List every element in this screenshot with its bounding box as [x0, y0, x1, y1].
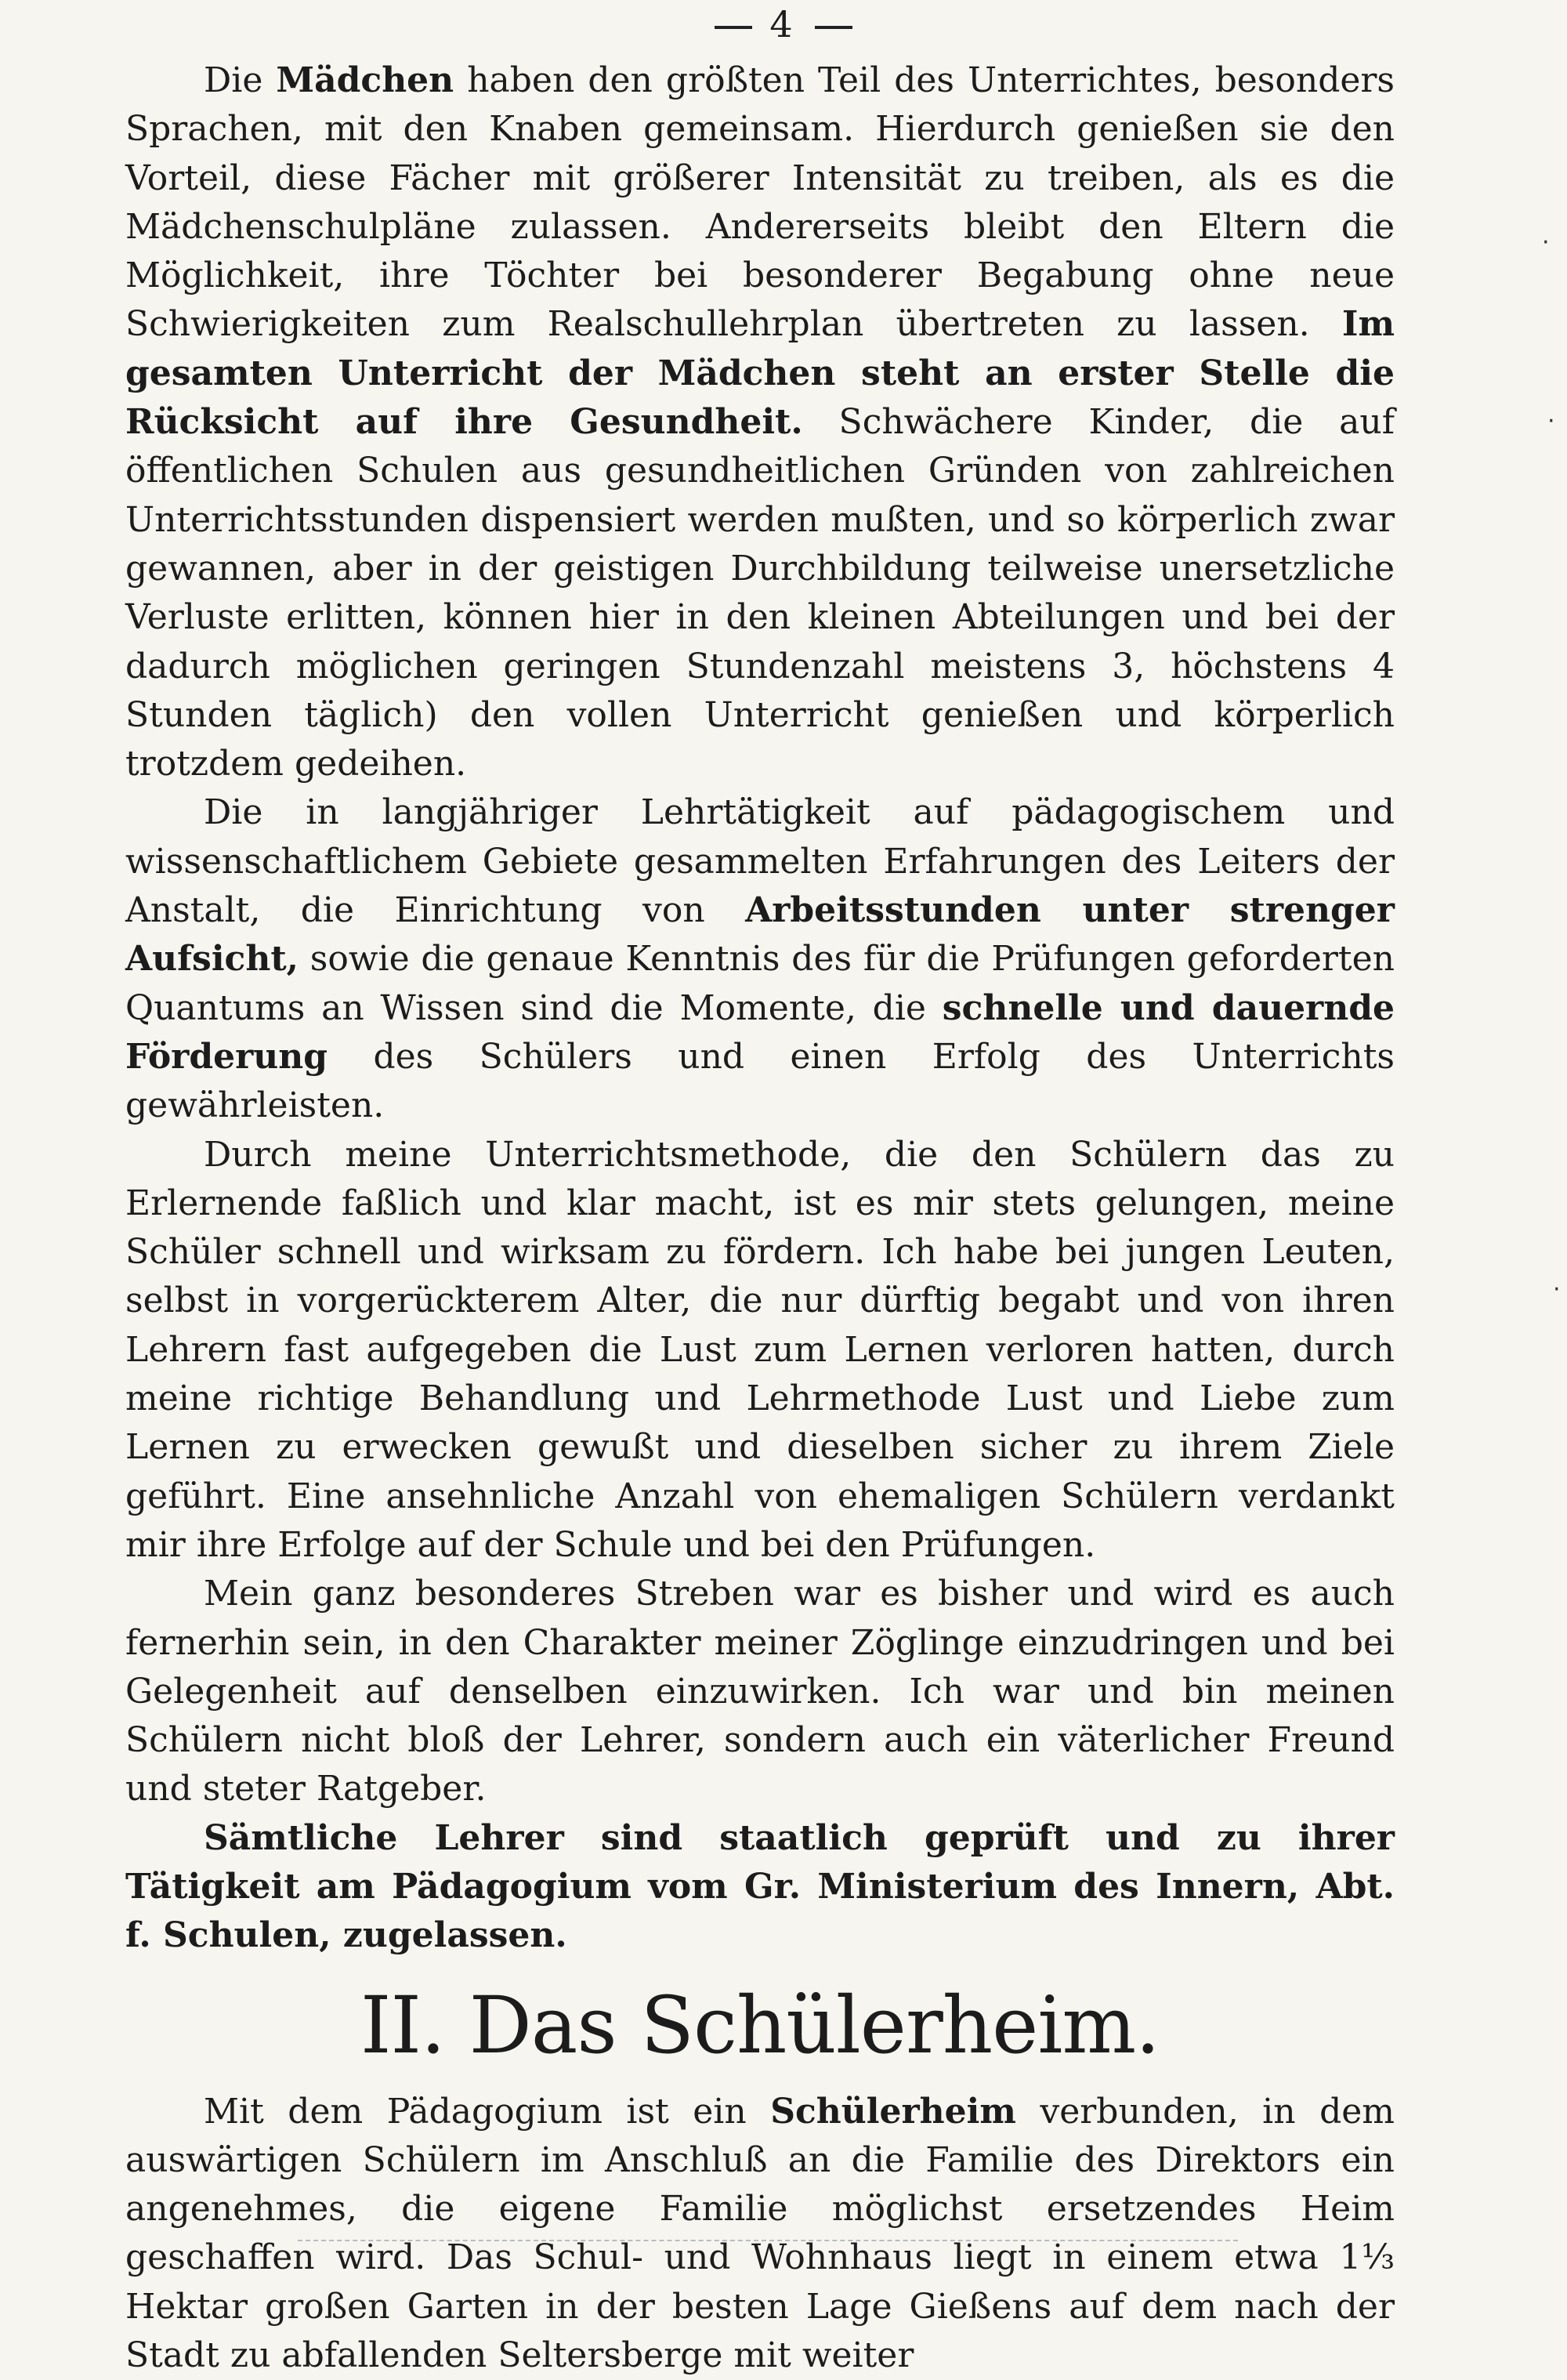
- text-run: Die: [204, 60, 277, 100]
- paragraph-character: [125, 1570, 1395, 1813]
- paragraph-girls-instruction: [125, 56, 1395, 788]
- bold-run: Sämtliche Lehrer sind staatlich geprüft und zu ihrer Tätigkeit am Pädagogium vom Gr. Ministerium des Innern, Abt. f. Schulen, zugelassen.: [125, 1817, 1395, 1956]
- section-heading: II. Das Schülerheim.: [360, 1979, 1160, 2071]
- text-run: Mein ganz besonderes Streben war es bisher und wird es auch fernerhin sein, in den Charakter meiner Zöglinge einzudringen und bei Gelegenheit auf denselben einzuwirken. Ich war und bin meinen Schülern nicht bloß der Lehrer, sondern auch ein väterlicher Freund und steter Ratgeber.: [125, 1574, 1395, 1809]
- bold-run: Im gesamten Unterricht der Mädchen steht an erster Stelle die Rücksicht auf ihre Gesundheit.: [125, 304, 1395, 443]
- bold-run: Mädchen: [276, 60, 454, 100]
- header-dash-left: [715, 26, 752, 29]
- text-run: Mit dem Pädagogium ist ein: [204, 2091, 771, 2132]
- document-body: [125, 56, 1395, 2380]
- paragraph-experience: [125, 788, 1395, 1130]
- paragraph-teaching-method: [125, 1131, 1395, 1570]
- bold-run: Schülerheim: [770, 2091, 1016, 2132]
- text-run: haben den größten Teil des Unterrichtes, besonders Sprachen, mit den Knaben gemeinsam. Hierdurch genießen sie den Vorteil, diese Fächer mit größerer Intensität zu treiben, als es die Mädchenschulpläne zulassen. Andererseits bleibt den Eltern die Möglichkeit, ihre Töchter bei besonderer Begabung ohne neue Schwierigkeiten zum Realschullehrplan übertreten zu lassen.: [125, 60, 1395, 345]
- margin-mark: ·: [1547, 408, 1555, 435]
- bold-run: Arbeitsstunden unter strenger Aufsicht,: [125, 890, 1395, 980]
- paragraph-schuelerheim: [125, 2088, 1395, 2380]
- text-run: Schwächere Kinder, die auf öffentlichen Schulen aus gesundheitlichen Gründen von zahlreichen Unterrichtsstunden dispensiert werden mußten, und so körperlich zwar gewannen, aber in der geistigen Durchbildung teilweise unersetzliche Verluste erlitten, können hier in den kleinen Abteilungen und bei der dadurch möglichen geringen Stundenzahl meistens 3, höchstens 4 Stunden täglich) den vollen Unterricht genießen und körperlich trotzdem gedeihen.: [125, 402, 1395, 784]
- page-number: 4: [769, 3, 798, 45]
- page-bottom-edge: [298, 2240, 1238, 2241]
- header-dash-right: [815, 26, 852, 29]
- margin-mark: ·: [1553, 1276, 1561, 1303]
- text-run: Die in langjähriger Lehrtätigkeit auf pädagogischem und wissenschaftlichem Gebiete gesammelten Erfahrungen des Leiters der Anstalt, die Einrichtung von: [125, 792, 1395, 931]
- text-run: sowie die genaue Kenntnis des für die Prüfungen geforderten Quantums an Wissen sind die Momente, die: [125, 939, 1395, 1028]
- text-run: verbunden, in dem auswärtigen Schülern im Anschluß an die Familie des Direktors ein angenehmes, die eigene Familie möglichst ersetzendes Heim geschaffen wird. Das Schul- und Wohnhaus liegt in einem etwa 1⅓ Hektar großen Garten in der besten Lage Gießens auf dem nach der Stadt zu abfallenden Seltersberge mit weiter: [125, 2091, 1395, 2376]
- bold-run: schnelle und dauernde Förderung: [125, 987, 1395, 1077]
- text-run: Durch meine Unterrichtsmethode, die den Schülern das zu Erlernende faßlich und klar macht, ist es mir stets gelungen, meine Schüler schnell und wirksam zu fördern. Ich habe bei jungen Leuten, selbst in vorgerückterem Alter, die nur dürftig begabt und von ihren Lehrern fast aufgegeben die Lust zum Lernen verloren hatten, durch meine richtige Behandlung und Lehrmethode Lust und Liebe zum Lernen zu erwecken gewußt und dieselben sicher zu ihrem Ziele geführt. Eine ansehnliche Anzahl von ehemaligen Schülern verdankt mir ihre Erfolge auf der Schule und bei den Prüfungen.: [125, 1134, 1395, 1565]
- paragraph-teachers-certified: [125, 1814, 1395, 1961]
- text-run: des Schülers und einen Erfolg des Unterrichts gewährleisten.: [125, 1036, 1395, 1126]
- page-header: [0, 3, 1567, 45]
- margin-mark: ·: [1542, 229, 1550, 256]
